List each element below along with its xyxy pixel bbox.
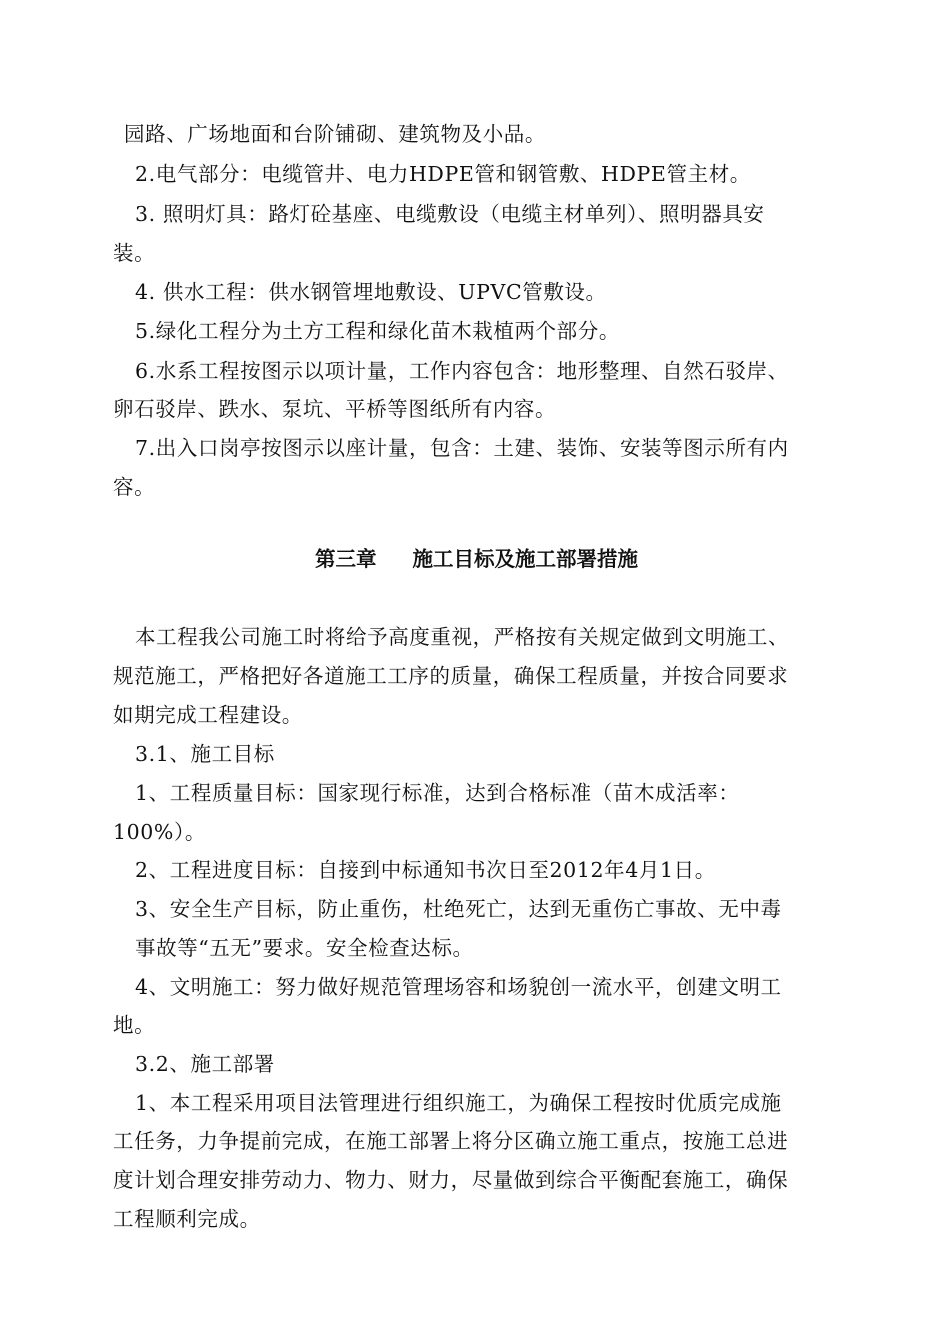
text-line: 装。 <box>113 241 156 265</box>
text-line: 5.绿化工程分为土方工程和绿化苗木栽植两个部分。 <box>135 319 620 343</box>
text-line: 6.水系工程按图示以项计量，工作内容包含：地形整理、自然石驳岸、 <box>135 359 789 383</box>
text-line: 3、安全生产目标，防止重伤，杜绝死亡，达到无重伤亡事故、无中毒 <box>135 897 782 921</box>
text-line: 1、工程质量目标：国家现行标准，达到合格标准（苗木成活率： <box>135 781 740 805</box>
text-line: 100%）。 <box>113 820 206 844</box>
text-line: 3.2、施工部署 <box>135 1052 275 1076</box>
text-line: 3. 照明灯具：路灯砼基座、电缆敷设（电缆主材单列）、照明器具安 <box>135 202 765 226</box>
text-line: 事故等“五无”要求。安全检查达标。 <box>135 936 474 960</box>
text-line: 2.电气部分：电缆管井、电力HDPE管和钢管敷、HDPE管主材。 <box>135 162 751 186</box>
text-line: 地。 <box>113 1013 156 1037</box>
text-line: 如期完成工程建设。 <box>113 703 303 727</box>
text-line: 本工程我公司施工时将给予高度重视，严格按有关规定做到文明施工、 <box>135 625 790 649</box>
text-line: 容。 <box>113 475 156 499</box>
chapter-title: 施工目标及施工部署措施 <box>412 547 638 571</box>
text-line: 3.1、施工目标 <box>135 742 275 766</box>
text-line: 度计划合理安排劳动力、物力、财力，尽量做到综合平衡配套施工，确保 <box>113 1168 789 1192</box>
chapter-heading <box>315 546 638 572</box>
text-line: 2、工程进度目标：自接到中标通知书次日至2012年4月1日。 <box>135 858 716 882</box>
text-line: 工任务，力争提前完成，在施工部署上将分区确立施工重点，按施工总进 <box>113 1129 789 1153</box>
text-line: 4. 供水工程：供水钢管埋地敷设、UPVC管敷设。 <box>135 280 607 304</box>
text-line: 7.出入口岗亭按图示以座计量，包含：土建、装饰、安装等图示所有内 <box>135 436 789 460</box>
text-line: 规范施工，严格把好各道施工工序的质量，确保工程质量，并按合同要求 <box>113 664 789 688</box>
text-line: 工程顺利完成。 <box>113 1207 261 1231</box>
text-line: 1、本工程采用项目法管理进行组织施工，为确保工程按时优质完成施 <box>135 1091 782 1115</box>
text-line: 4、文明施工：努力做好规范管理场容和场貌创一流水平，创建文明工 <box>135 975 782 999</box>
chapter-number: 第三章 <box>315 547 377 571</box>
text-line: 园路、广场地面和台阶铺砌、建筑物及小品。 <box>124 122 546 146</box>
text-line: 卵石驳岸、跌水、泵坑、平桥等图纸所有内容。 <box>113 397 557 421</box>
